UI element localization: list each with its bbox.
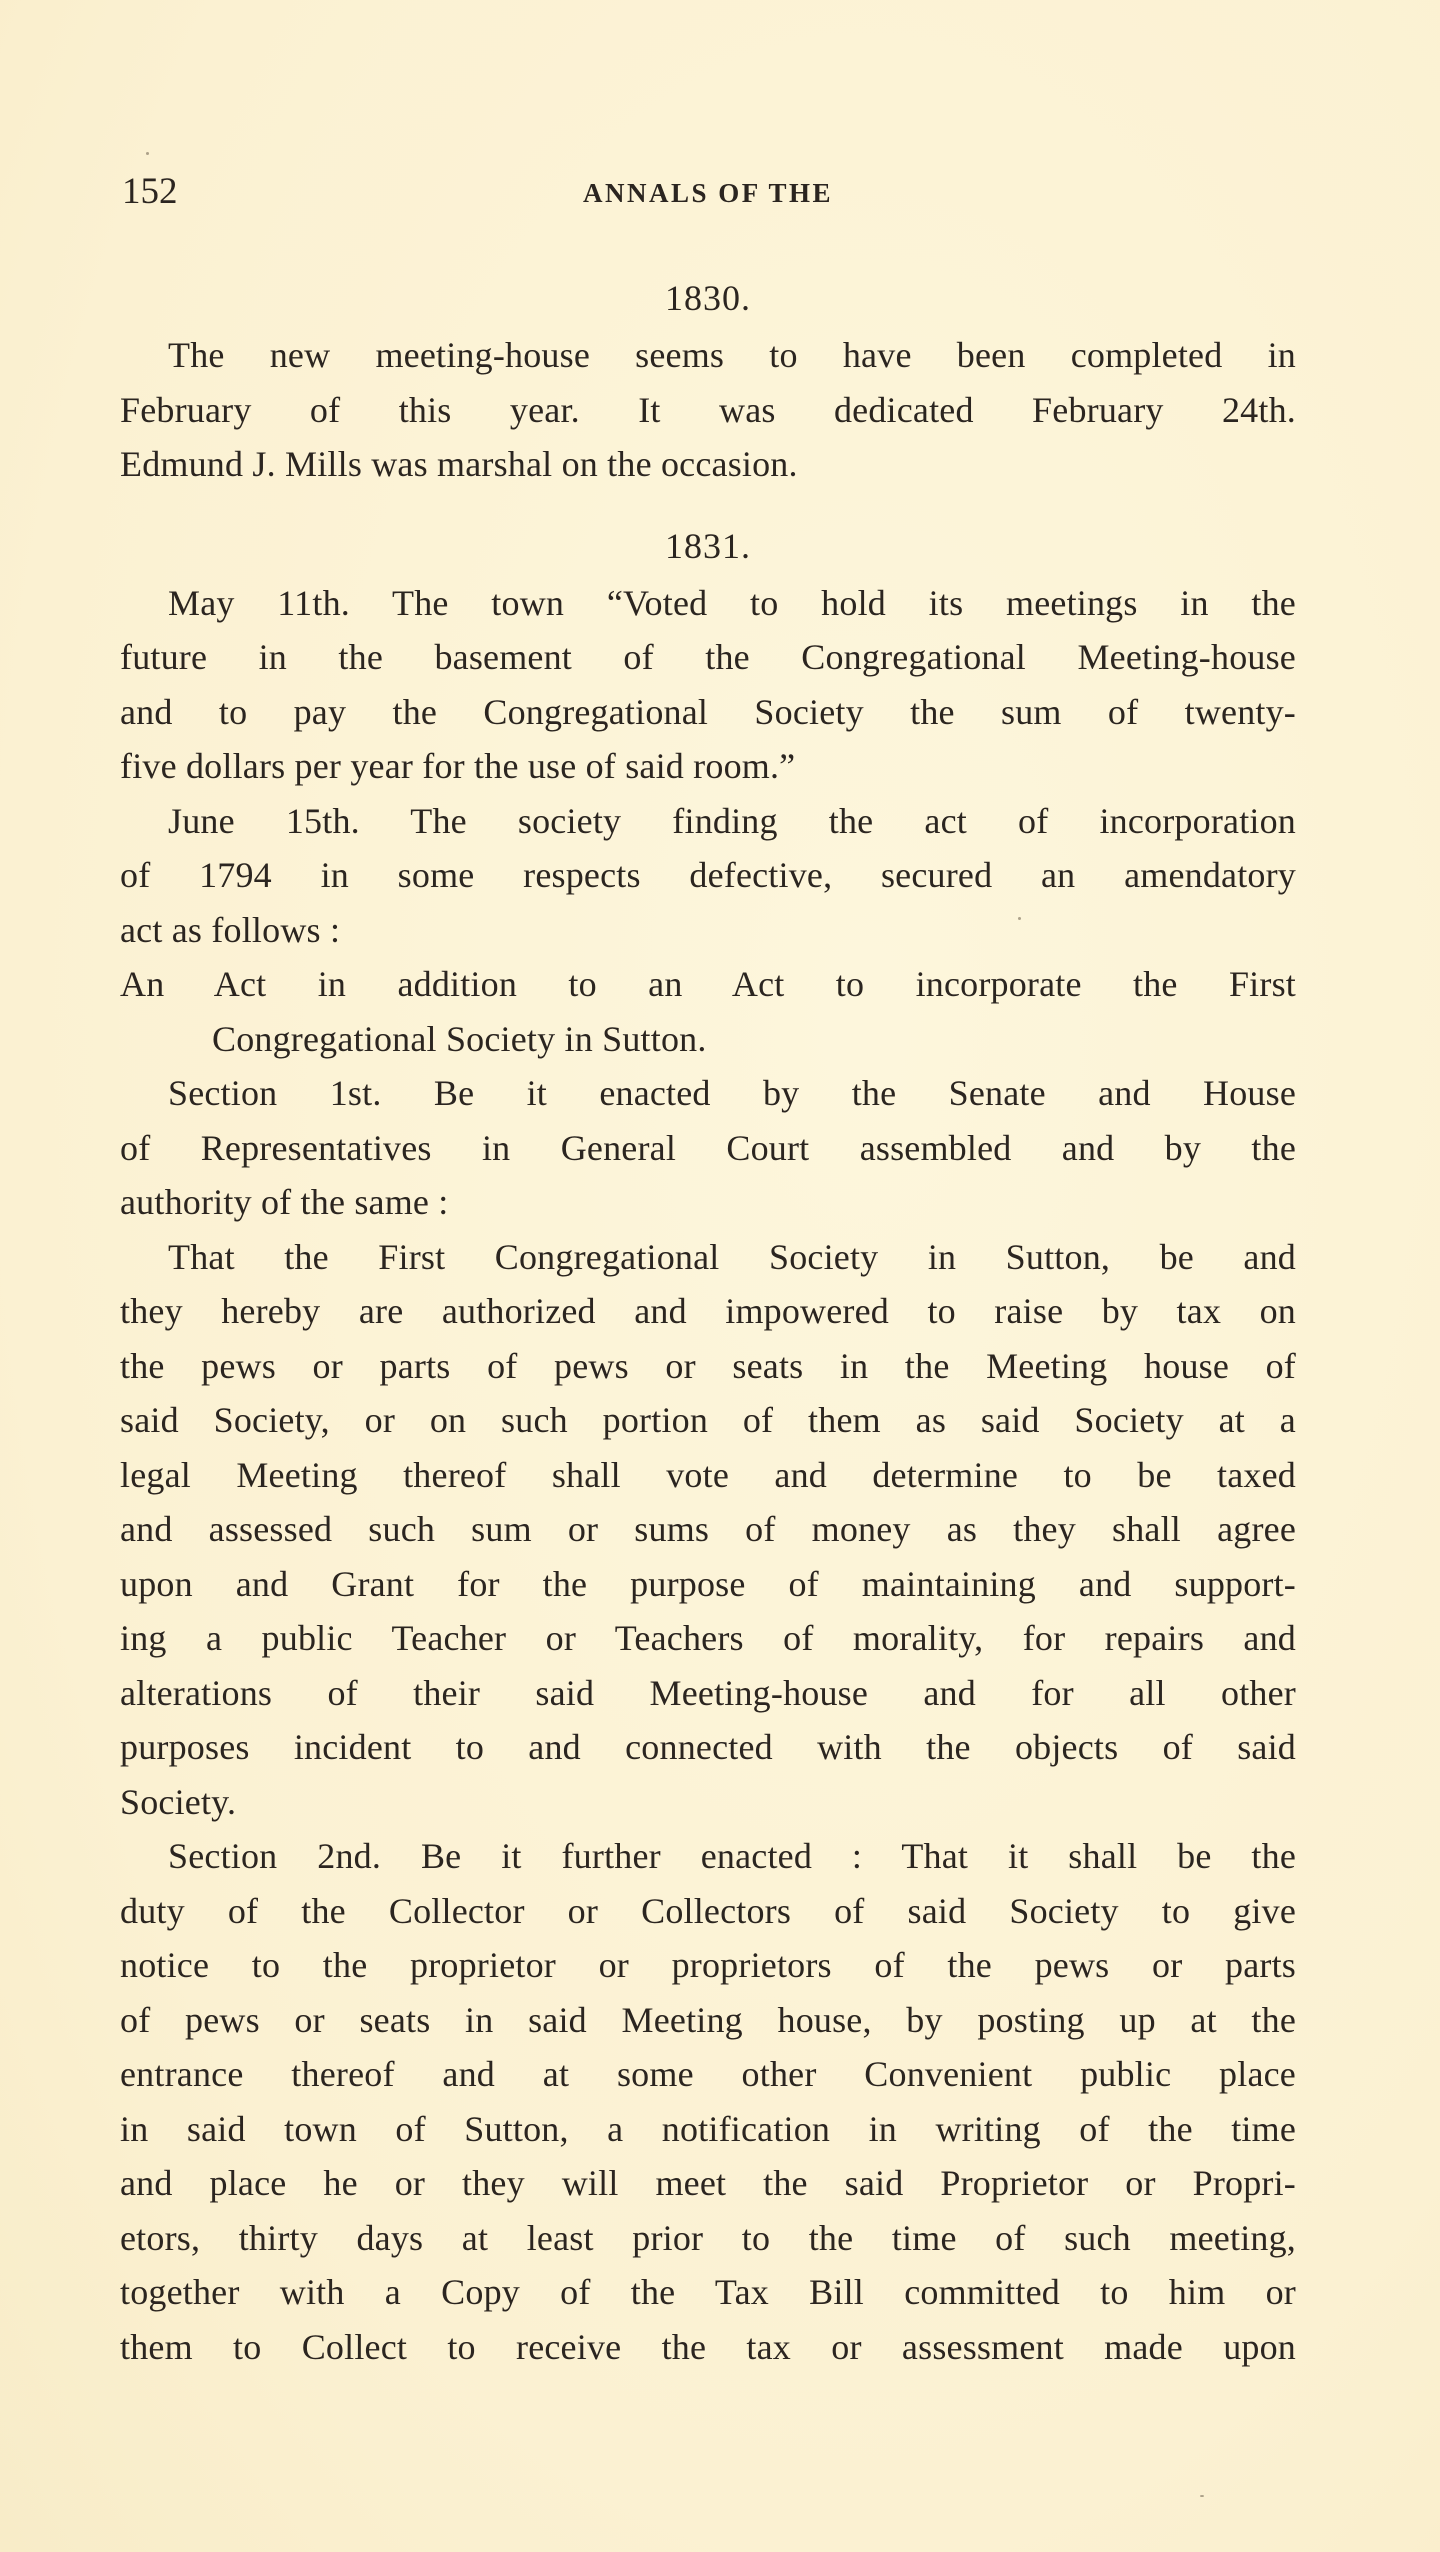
text-line: them to Collect to receive the tax or assessment made upon [120,2326,1296,2367]
text-line: entrance thereof and at some other Convenient public place [120,2054,1296,2094]
text-line: and place he or they will meet the said Proprietor or Propri- [120,2163,1296,2203]
text-line: purposes incident to and connected with the objects of said [120,1727,1296,1767]
paragraph-section-2nd [120,1829,1296,2374]
text-line: Edmund J. Mills was marshal on the occasion. [120,444,798,484]
paragraph-june-15th [120,794,1296,958]
text-line: That the First Congregational Society in Sutton, be and [168,1236,1296,1277]
body-text [120,268,1296,2374]
text-line: act as follows : [120,909,341,950]
text-line: etors, thirty days at least prior to the time of such meeting, [120,2217,1296,2258]
text-line: authority of the same : [120,1182,449,1222]
paragraph-may-11th [120,576,1296,794]
act-title [120,957,1296,1066]
text-line: notice to the proprietor or proprietors of the pews or parts [120,1945,1296,1985]
text-line: and to pay the Congregational Society the sum of twenty- [120,691,1296,732]
paragraph-meeting-house-completed [120,328,1296,492]
running-head [120,170,1296,214]
paper-speck [146,152,149,155]
text-line: alterations of their said Meeting-house and for all other [120,1672,1296,1713]
page-number: 152 [122,171,178,212]
year-heading-1831: 1831. [665,525,751,566]
text-line: five dollars per year for the use of said room.” [120,746,796,786]
running-head-title: ANNALS OF THE [582,178,834,208]
text-line: duty of the Collector or Collectors of said Society to give [120,1890,1296,1931]
text-line: legal Meeting thereof shall vote and determine to be taxed [120,1454,1296,1495]
text-line: together with a Copy of the Tax Bill committed to him or [120,2272,1296,2312]
paragraph-section-1st-body [120,1230,1296,1830]
text-line: future in the basement of the Congregational Meeting-house [120,637,1296,677]
text-line: Society. [120,1781,237,1822]
text-line: the pews or parts of pews or seats in the Meeting house of [120,1345,1296,1386]
text-line: in said town of Sutton, a notification in writing of the time [120,2108,1296,2149]
text-line: Congregational Society in Sutton. [212,1018,707,1059]
text-line: An Act in addition to an Act to incorporate the First [120,964,1296,1004]
text-line: Section 1st. Be it enacted by the Senate and House [168,1073,1296,1113]
text-line: upon and Grant for the purpose of maintaining and support- [120,1563,1296,1604]
text-line: of 1794 in some respects defective, secured an amendatory [120,855,1296,895]
year-heading-1830: 1830. [665,278,751,318]
paper-speck [1018,917,1021,920]
text-line: of Representatives in General Court assembled and by the [120,1127,1296,1168]
text-line: and assessed such sum or sums of money as they shall agree [120,1509,1296,1549]
text-line: said Society, or on such portion of them as said Society at a [120,1400,1296,1440]
text-line: of pews or seats in said Meeting house, by posting up at the [120,1999,1296,2040]
text-line: June 15th. The society finding the act of incorporation [168,800,1296,841]
text-line: ing a public Teacher or Teachers of morality, for repairs and [120,1618,1296,1658]
text-line: Section 2nd. Be it further enacted : That it shall be the [168,1836,1296,1876]
text-line: The new meeting-house seems to have been completed in [168,335,1296,375]
text-line: they hereby are authorized and impowered to raise by tax on [120,1291,1296,1331]
paragraph-section-1st [120,1066,1296,1230]
text-line: May 11th. The town “Voted to hold its meetings in the [168,582,1296,623]
paper-speck [1200,2495,1204,2497]
text-line: February of this year. It was dedicated February 24th. [120,389,1296,430]
